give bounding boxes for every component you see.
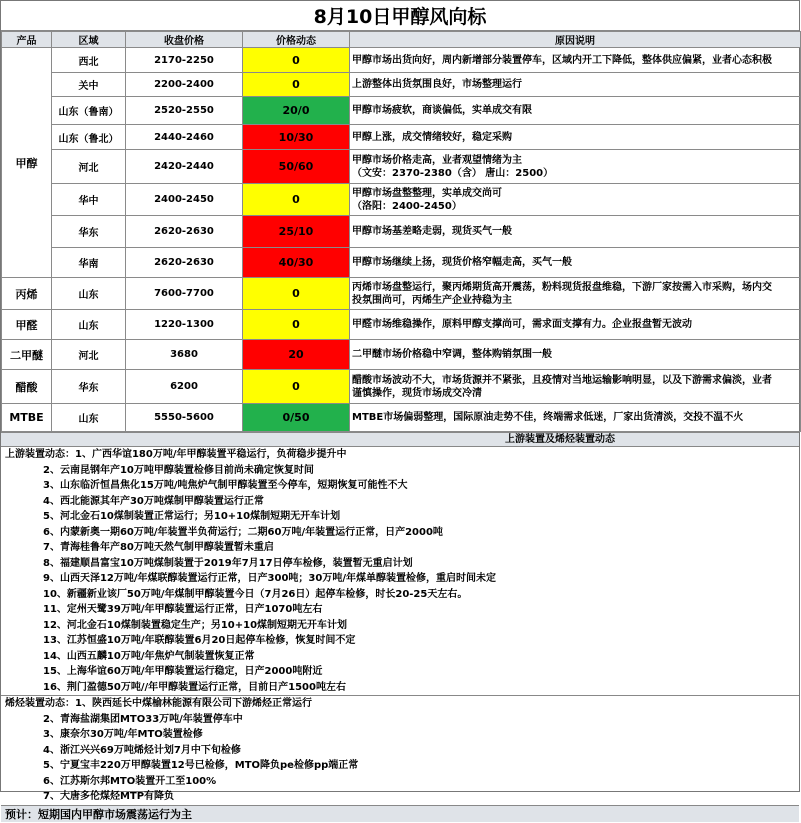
list-item-text: 3、山东临沂恒昌焦化15万吨/吨焦炉气制甲醇装置至今停车，短期恢复可能性不大 bbox=[43, 480, 408, 491]
list-item bbox=[5, 633, 795, 649]
table-row bbox=[2, 248, 801, 278]
list-item bbox=[5, 712, 795, 728]
trend-cell: 0 bbox=[243, 370, 350, 404]
header-product: 产品 bbox=[2, 32, 52, 48]
list-item-text: 6、内蒙新奥一期60万吨/年装置半负荷运行；二期60万吨/年装置运行正常，日产2000吨 bbox=[43, 526, 443, 538]
region-cell: 华中 bbox=[52, 184, 126, 216]
reason-text: 甲醇市场继续上扬，现货价格窄幅走高，买气一般 bbox=[352, 257, 572, 268]
list-item-text: 7、大唐多伦煤烃MTP有降负 bbox=[43, 791, 175, 802]
table-row bbox=[2, 278, 801, 310]
list-item bbox=[5, 774, 795, 790]
list-item bbox=[5, 509, 795, 525]
product-cell: 甲醛 bbox=[2, 310, 52, 340]
list-item bbox=[5, 494, 795, 510]
list-item bbox=[5, 664, 795, 680]
list-item bbox=[5, 463, 795, 479]
table-row bbox=[2, 150, 801, 184]
price-cell: 1220-1300 bbox=[126, 310, 243, 340]
table-row bbox=[2, 73, 801, 97]
list-item bbox=[5, 556, 795, 572]
region-cell: 山东 bbox=[52, 278, 126, 310]
list-item-text: 14、山西五麟10万吨/年焦炉气制装置恢复正常 bbox=[43, 650, 255, 662]
olefin-block bbox=[1, 695, 799, 805]
list-item bbox=[5, 758, 795, 774]
reason-text: 二甲醚市场价格稳中窄调，整体购销氛围一般 bbox=[352, 349, 552, 360]
region-cell: 关中 bbox=[52, 73, 126, 97]
trend-cell: 50/60 bbox=[243, 150, 350, 184]
list-item bbox=[5, 696, 795, 712]
reason-cell bbox=[350, 278, 801, 310]
header-reason: 原因说明 bbox=[350, 32, 801, 48]
reason-cell bbox=[350, 310, 801, 340]
region-cell: 河北 bbox=[52, 340, 126, 370]
reason-cell bbox=[350, 248, 801, 278]
reason-text-cont: （文安：2370-2380（含） 唐山：2500） bbox=[352, 167, 554, 179]
list-item-text: 13、江苏恒盛10万吨/年联醇装置6月20日起停车检修，恢复时间不定 bbox=[43, 635, 356, 646]
price-cell: 2200-2400 bbox=[126, 73, 243, 97]
region-cell: 山东 bbox=[52, 310, 126, 340]
list-item bbox=[5, 680, 795, 696]
price-cell: 6200 bbox=[126, 370, 243, 404]
list-item bbox=[5, 602, 795, 618]
header-trend: 价格动态 bbox=[243, 32, 350, 48]
table-row bbox=[2, 216, 801, 248]
list-item-text: 1、广西华谊180万吨/年甲醇装置平稳运行，负荷稳步提升中 bbox=[75, 449, 347, 460]
region-cell: 华东 bbox=[52, 216, 126, 248]
list-item bbox=[5, 571, 795, 587]
table-row bbox=[2, 125, 801, 150]
list-item bbox=[5, 447, 795, 463]
list-item bbox=[5, 789, 795, 805]
section-title: 上游装置及烯烃装置动态 bbox=[1, 432, 799, 447]
trend-cell: 20/0 bbox=[243, 97, 350, 125]
reason-text: 甲醇市场盘整整理，实单成交尚可 bbox=[352, 187, 502, 199]
block-label: 烯烃装置动态： bbox=[5, 698, 75, 709]
region-cell: 河北 bbox=[52, 150, 126, 184]
table-row bbox=[2, 97, 801, 125]
list-item-text: 2、云南昆钢年产10万吨甲醇装置检修目前尚未确定恢复时间 bbox=[43, 464, 314, 476]
reason-cell bbox=[350, 184, 801, 216]
list-item-text: 15、上海华谊60万吨/年甲醇装置运行稳定，日产2000吨附近 bbox=[43, 666, 323, 677]
product-cell: 醋酸 bbox=[2, 370, 52, 404]
reason-cell bbox=[350, 97, 801, 125]
list-item-text: 5、河北金石10煤制装置正常运行；另10+10煤制短期无开车计划 bbox=[43, 511, 341, 522]
reason-text: 甲醇市场价格走高，业者观望情绪为主 bbox=[352, 154, 522, 166]
forecast-text: 预计：短期国内甲醇市场震荡运行为主 bbox=[1, 805, 799, 822]
price-table-body bbox=[2, 48, 801, 432]
price-table bbox=[1, 31, 801, 432]
reason-cell bbox=[350, 125, 801, 150]
reason-text: MTBE市场偏弱整理，国际原油走势不佳，终端需求低迷，厂家出货清淡，交投不温不火 bbox=[352, 412, 744, 423]
reason-cell bbox=[350, 73, 801, 97]
trend-cell: 10/30 bbox=[243, 125, 350, 150]
product-cell: 甲醇 bbox=[2, 48, 52, 278]
reason-cell bbox=[350, 404, 801, 432]
reason-text: 甲醇市场疲软，商谈偏低，实单成交有限 bbox=[352, 105, 532, 116]
upstream-block bbox=[1, 447, 799, 695]
reason-cell bbox=[350, 48, 801, 73]
reason-text-cont: 谨慎操作，现货市场成交冷清 bbox=[352, 387, 482, 399]
block-label: 上游装置动态： bbox=[5, 449, 75, 460]
list-item-text: 6、江苏斯尔邦MTO装置开工至100% bbox=[43, 775, 217, 787]
list-item bbox=[5, 478, 795, 494]
price-cell: 2420-2440 bbox=[126, 150, 243, 184]
product-cell: 二甲醚 bbox=[2, 340, 52, 370]
price-cell: 2620-2630 bbox=[126, 248, 243, 278]
reason-cell bbox=[350, 370, 801, 404]
reason-cell bbox=[350, 150, 801, 184]
list-item bbox=[5, 587, 795, 603]
trend-cell: 25/10 bbox=[243, 216, 350, 248]
list-item-text: 2、青海盐湖集团MTO33万吨/年装置停车中 bbox=[43, 713, 243, 725]
list-item bbox=[5, 618, 795, 634]
trend-cell: 0 bbox=[243, 278, 350, 310]
list-item-text: 12、河北金石10煤制装置稳定生产；另10+10煤制短期无开车计划 bbox=[43, 619, 348, 631]
reason-text: 甲醇上涨，成交情绪较好，稳定采购 bbox=[352, 131, 512, 143]
list-item-text: 10、新疆新业该厂50万吨/年煤制甲醇装置今日（7月26日）起停车检修，时长20-25天左右。 bbox=[43, 588, 468, 600]
header-region: 区域 bbox=[52, 32, 126, 48]
price-cell: 2400-2450 bbox=[126, 184, 243, 216]
list-item-text: 9、山西天泽12万吨/年煤联醇装置运行正常，日产300吨；30万吨/年煤单醇装置检修，重启时间未定 bbox=[43, 573, 496, 584]
price-cell: 3680 bbox=[126, 340, 243, 370]
table-row bbox=[2, 310, 801, 340]
list-item-text: 11、定州天鹭39万吨/年甲醇装置运行正常，日产1070吨左右 bbox=[43, 604, 323, 615]
reason-text: 甲醛市场维稳操作，原料甲醇支撑尚可，需求面支撑有力。企业报盘暂无波动 bbox=[352, 319, 692, 330]
table-row bbox=[2, 404, 801, 432]
reason-text: 丙烯市场盘整运行，聚丙烯期货高开震荡，粉料现货报盘维稳，下游厂家按需入市采购，场内交 bbox=[352, 281, 772, 293]
trend-cell: 40/30 bbox=[243, 248, 350, 278]
reason-text: 上游整体出货氛围良好，市场整理运行 bbox=[352, 79, 522, 90]
list-item-text: 5、宁夏宝丰220万甲醇装置12号已检修，MTO降负pe检修pp端正常 bbox=[43, 760, 359, 771]
list-item bbox=[5, 649, 795, 665]
list-item-text: 8、福建顺昌富宝10万吨煤制装置于2019年7月17日停车检修，装置暂无重启计划 bbox=[43, 557, 413, 569]
region-cell: 山东 bbox=[52, 404, 126, 432]
trend-cell: 0 bbox=[243, 184, 350, 216]
region-cell: 华南 bbox=[52, 248, 126, 278]
list-item-text: 4、西北能源其年产30万吨煤制甲醇装置运行正常 bbox=[43, 495, 264, 507]
region-cell: 山东（鲁北） bbox=[52, 125, 126, 150]
list-item bbox=[5, 540, 795, 556]
list-item bbox=[5, 727, 795, 743]
product-cell: 丙烯 bbox=[2, 278, 52, 310]
trend-cell: 0/50 bbox=[243, 404, 350, 432]
reason-text: 甲醇市场基差略走弱，现货买气一般 bbox=[352, 226, 512, 237]
report-title: 8月10日甲醇风向标 bbox=[1, 1, 799, 31]
table-row bbox=[2, 370, 801, 404]
list-item-text: 3、康奈尔30万吨/年MTO装置检修 bbox=[43, 729, 203, 740]
list-item-text: 4、浙江兴兴69万吨烯烃计划7月中下旬检修 bbox=[43, 744, 241, 756]
list-item bbox=[5, 743, 795, 759]
price-cell: 2170-2250 bbox=[126, 48, 243, 73]
table-row bbox=[2, 340, 801, 370]
product-cell: MTBE bbox=[2, 404, 52, 432]
list-item-text: 1、陕西延长中煤榆林能源有限公司下游烯烃正常运行 bbox=[75, 698, 312, 709]
reason-text-cont: 投氛围尚可，丙烯生产企业持稳为主 bbox=[352, 294, 512, 306]
list-item-text: 7、青海桂鲁年产80万吨天然气制甲醇装置暂未重启 bbox=[43, 542, 274, 553]
price-cell: 2440-2460 bbox=[126, 125, 243, 150]
trend-cell: 0 bbox=[243, 48, 350, 73]
header-price: 收盘价格 bbox=[126, 32, 243, 48]
trend-cell: 20 bbox=[243, 340, 350, 370]
table-row bbox=[2, 48, 801, 73]
trend-cell: 0 bbox=[243, 73, 350, 97]
region-cell: 山东（鲁南） bbox=[52, 97, 126, 125]
reason-text: 甲醇市场出货向好，周内新增部分装置停车，区域内开工下降低，整体供应偏紧，业者心态积极 bbox=[352, 54, 772, 66]
table-row bbox=[2, 184, 801, 216]
trend-cell: 0 bbox=[243, 310, 350, 340]
list-item-text: 16、荆门盈德50万吨//年甲醇装置运行正常，目前日产1500吨左右 bbox=[43, 681, 346, 693]
reason-cell bbox=[350, 216, 801, 248]
price-cell: 5550-5600 bbox=[126, 404, 243, 432]
reason-text-cont: （洛阳：2400-2450） bbox=[352, 200, 462, 212]
region-cell: 西北 bbox=[52, 48, 126, 73]
price-cell: 2620-2630 bbox=[126, 216, 243, 248]
region-cell: 华东 bbox=[52, 370, 126, 404]
reason-text: 醋酸市场波动不大，市场货源并不紧张，且疫情对当地运输影响明显，以及下游需求偏淡，业者 bbox=[352, 374, 772, 386]
price-cell: 2520-2550 bbox=[126, 97, 243, 125]
reason-cell bbox=[350, 340, 801, 370]
price-cell: 7600-7700 bbox=[126, 278, 243, 310]
table-header-row bbox=[2, 32, 801, 48]
list-item bbox=[5, 525, 795, 541]
